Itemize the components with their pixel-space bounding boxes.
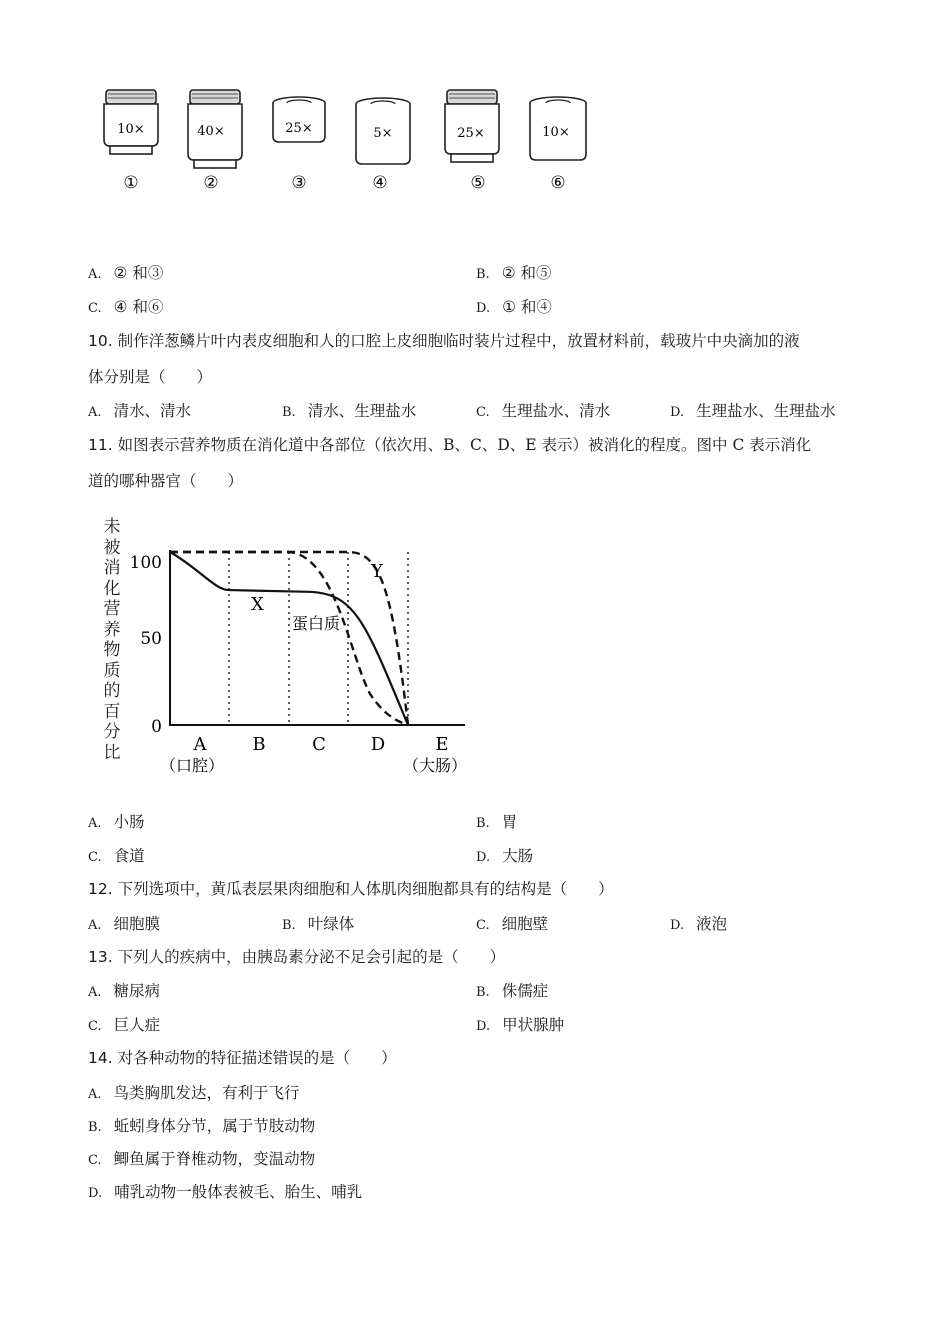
q10-stem-line2: 体分别是（ ） bbox=[88, 368, 213, 386]
q13-option-b-key: B. bbox=[476, 985, 490, 1000]
q10-option-d-text: 生理盐水、生理盐水 bbox=[696, 402, 836, 420]
q13-option-a-key: A. bbox=[88, 985, 102, 1000]
q14-stem bbox=[88, 1048, 397, 1068]
q10-option-a-text: 清水、清水 bbox=[113, 402, 192, 420]
objective-lens-2-num: ② bbox=[203, 173, 219, 193]
q11-stem-line2: 道的哪种器官（ ） bbox=[88, 472, 244, 490]
q12-option-c-text: 细胞壁 bbox=[501, 915, 549, 933]
q9-option-c[interactable] bbox=[88, 297, 163, 319]
q13-option-b[interactable] bbox=[476, 981, 548, 1003]
q9-option-b-text: ② 和⑤ bbox=[501, 264, 552, 282]
category-e-note: （大肠） bbox=[402, 756, 468, 775]
objective-lens-6-mag: 10× bbox=[542, 125, 570, 140]
q14-option-c-text: 鲫鱼属于脊椎动物，变温动物 bbox=[113, 1150, 316, 1168]
q11-option-b-text: 胃 bbox=[501, 813, 518, 831]
q12-option-a-key: A. bbox=[88, 918, 102, 933]
chart-ylabel: 未被消化营养物质的百分比 bbox=[103, 517, 121, 763]
q9-option-d-text: ① 和④ bbox=[502, 298, 552, 316]
category-a-note: （口腔） bbox=[159, 756, 225, 775]
q11-option-d-text: 大肠 bbox=[502, 847, 534, 865]
q9-option-a[interactable] bbox=[88, 263, 163, 285]
q12-stem bbox=[88, 879, 614, 899]
q12-option-d-text: 液泡 bbox=[696, 915, 728, 933]
q11-option-c-text: 食道 bbox=[113, 847, 145, 865]
q11-stem-text: 如图表示营养物质在消化道中各部位（依次用、B、C、D、E 表示）被消化的程度。图中 C 表示消化 bbox=[117, 436, 812, 454]
q10-option-a[interactable] bbox=[88, 401, 191, 423]
q14-option-d-text: 哺乳动物一般体表被毛、胎生、哺乳 bbox=[114, 1183, 363, 1201]
q10-stem-line1 bbox=[88, 331, 800, 351]
q12-option-c[interactable] bbox=[476, 914, 548, 936]
digestion-chart bbox=[130, 530, 480, 780]
objective-lens-1-num: ① bbox=[123, 173, 139, 193]
objective-lens-1-mag: 10× bbox=[117, 122, 145, 137]
objective-lens-4-num: ④ bbox=[372, 173, 388, 193]
q11-option-d[interactable] bbox=[476, 846, 533, 868]
category-a: A bbox=[193, 734, 207, 755]
q9-option-b[interactable] bbox=[476, 263, 552, 285]
q12-option-a[interactable] bbox=[88, 914, 160, 936]
q9-option-a-key: A. bbox=[88, 267, 102, 282]
objective-lens-5 bbox=[445, 90, 499, 193]
category-c: C bbox=[312, 734, 326, 755]
q12-option-d[interactable] bbox=[670, 914, 727, 936]
q14-option-a-text: 鸟类胸肌发达，有利于飞行 bbox=[113, 1084, 300, 1102]
q9-option-c-key: C. bbox=[88, 301, 102, 316]
y-tick-100: 100 bbox=[130, 553, 162, 573]
q9-option-c-text: ④ 和⑥ bbox=[113, 298, 164, 316]
q10-option-b-text: 清水、生理盐水 bbox=[307, 402, 417, 420]
q12-option-d-key: D. bbox=[670, 918, 685, 933]
q14-option-c-key: C. bbox=[88, 1153, 102, 1168]
q12-option-b-key: B. bbox=[282, 918, 296, 933]
q14-option-a[interactable] bbox=[88, 1083, 300, 1105]
q13-option-c-key: C. bbox=[88, 1019, 102, 1034]
q12-option-b[interactable] bbox=[282, 914, 354, 936]
objective-lens-3-mag: 25× bbox=[285, 121, 313, 136]
objective-lens-5-mag: 25× bbox=[457, 126, 485, 141]
q12-option-c-key: C. bbox=[476, 918, 490, 933]
series-y-label: Y bbox=[371, 561, 383, 582]
q11-option-b[interactable] bbox=[476, 812, 517, 834]
q11-stem-line1 bbox=[88, 435, 811, 455]
q13-stem-text: 下列人的疾病中，由胰岛素分泌不足会引起的是（ ） bbox=[117, 948, 506, 966]
q14-option-b-text: 蚯蚓身体分节，属于节肢动物 bbox=[113, 1117, 316, 1135]
q14-option-c[interactable] bbox=[88, 1149, 315, 1171]
q13-option-d[interactable] bbox=[476, 1015, 564, 1037]
q9-option-a-text: ② 和③ bbox=[113, 264, 164, 282]
q11-option-c-key: C. bbox=[88, 850, 102, 865]
q9-option-d[interactable] bbox=[476, 297, 552, 319]
q14-option-d-key: D. bbox=[88, 1186, 103, 1201]
objective-lens-2 bbox=[188, 90, 242, 193]
q12-stem-text: 下列选项中，黄瓜表层果肉细胞和人体肌肉细胞都具有的结构是（ ） bbox=[117, 880, 614, 898]
q14-option-a-key: A. bbox=[88, 1087, 102, 1102]
q9-option-b-key: B. bbox=[476, 267, 490, 282]
q13-option-a[interactable] bbox=[88, 981, 160, 1003]
q11-number: 11. bbox=[88, 436, 113, 454]
objective-lens-4 bbox=[356, 98, 410, 193]
q13-option-d-text: 甲状腺肿 bbox=[502, 1016, 565, 1034]
q9-option-d-key: D. bbox=[476, 301, 491, 316]
objective-lens-4-mag: 5× bbox=[373, 126, 393, 141]
q13-stem bbox=[88, 947, 505, 967]
q11-option-a-key: A. bbox=[88, 816, 102, 831]
q10-option-c-key: C. bbox=[476, 405, 490, 420]
q12-number: 12. bbox=[88, 880, 113, 898]
objective-lens-6 bbox=[530, 97, 586, 193]
series-x-label: X bbox=[251, 594, 264, 615]
q10-stem-text: 制作洋葱鳞片叶内表皮细胞和人的口腔上皮细胞临时装片过程中，放置材料前，载玻片中央滴加的液 bbox=[117, 332, 800, 350]
y-tick-0: 0 bbox=[151, 717, 162, 737]
objective-lens-2-mag: 40× bbox=[197, 124, 225, 139]
q10-option-a-key: A. bbox=[88, 405, 102, 420]
q11-option-a[interactable] bbox=[88, 812, 145, 834]
category-d: D bbox=[370, 734, 386, 755]
q12-option-a-text: 细胞膜 bbox=[113, 915, 161, 933]
objective-lenses-figure bbox=[90, 82, 610, 202]
q11-option-b-key: B. bbox=[476, 816, 490, 831]
objective-lens-3-num: ③ bbox=[291, 173, 307, 193]
q14-stem-text: 对各种动物的特征描述错误的是（ ） bbox=[117, 1049, 397, 1067]
y-tick-50: 50 bbox=[140, 629, 162, 649]
q10-option-b[interactable] bbox=[282, 401, 416, 423]
q10-option-c-text: 生理盐水、清水 bbox=[501, 402, 611, 420]
q10-number: 10. bbox=[88, 332, 113, 350]
q12-option-b-text: 叶绿体 bbox=[307, 915, 355, 933]
q13-number: 13. bbox=[88, 948, 113, 966]
q10-option-c[interactable] bbox=[476, 401, 610, 423]
q13-option-a-text: 糖尿病 bbox=[113, 982, 161, 1000]
objective-lens-1 bbox=[104, 90, 158, 193]
objective-lens-5-num: ⑤ bbox=[470, 173, 486, 193]
series-protein-label: 蛋白质 bbox=[292, 614, 341, 633]
q11-option-a-text: 小肠 bbox=[113, 813, 145, 831]
objective-lens-6-num: ⑥ bbox=[550, 173, 566, 193]
q11-option-c[interactable] bbox=[88, 846, 145, 868]
q10-option-d[interactable] bbox=[670, 401, 836, 423]
q13-option-b-text: 侏儒症 bbox=[501, 982, 549, 1000]
category-e: E bbox=[435, 734, 449, 755]
q13-option-c[interactable] bbox=[88, 1015, 160, 1037]
category-b: B bbox=[252, 734, 266, 755]
q14-option-b[interactable] bbox=[88, 1116, 315, 1138]
objective-lens-3 bbox=[273, 97, 325, 193]
q11-option-d-key: D. bbox=[476, 850, 491, 865]
q14-number: 14. bbox=[88, 1049, 113, 1067]
q13-option-c-text: 巨人症 bbox=[113, 1016, 161, 1034]
q14-option-d[interactable] bbox=[88, 1182, 362, 1204]
q10-option-b-key: B. bbox=[282, 405, 296, 420]
q13-option-d-key: D. bbox=[476, 1019, 491, 1034]
q10-option-d-key: D. bbox=[670, 405, 685, 420]
q14-option-b-key: B. bbox=[88, 1120, 102, 1135]
